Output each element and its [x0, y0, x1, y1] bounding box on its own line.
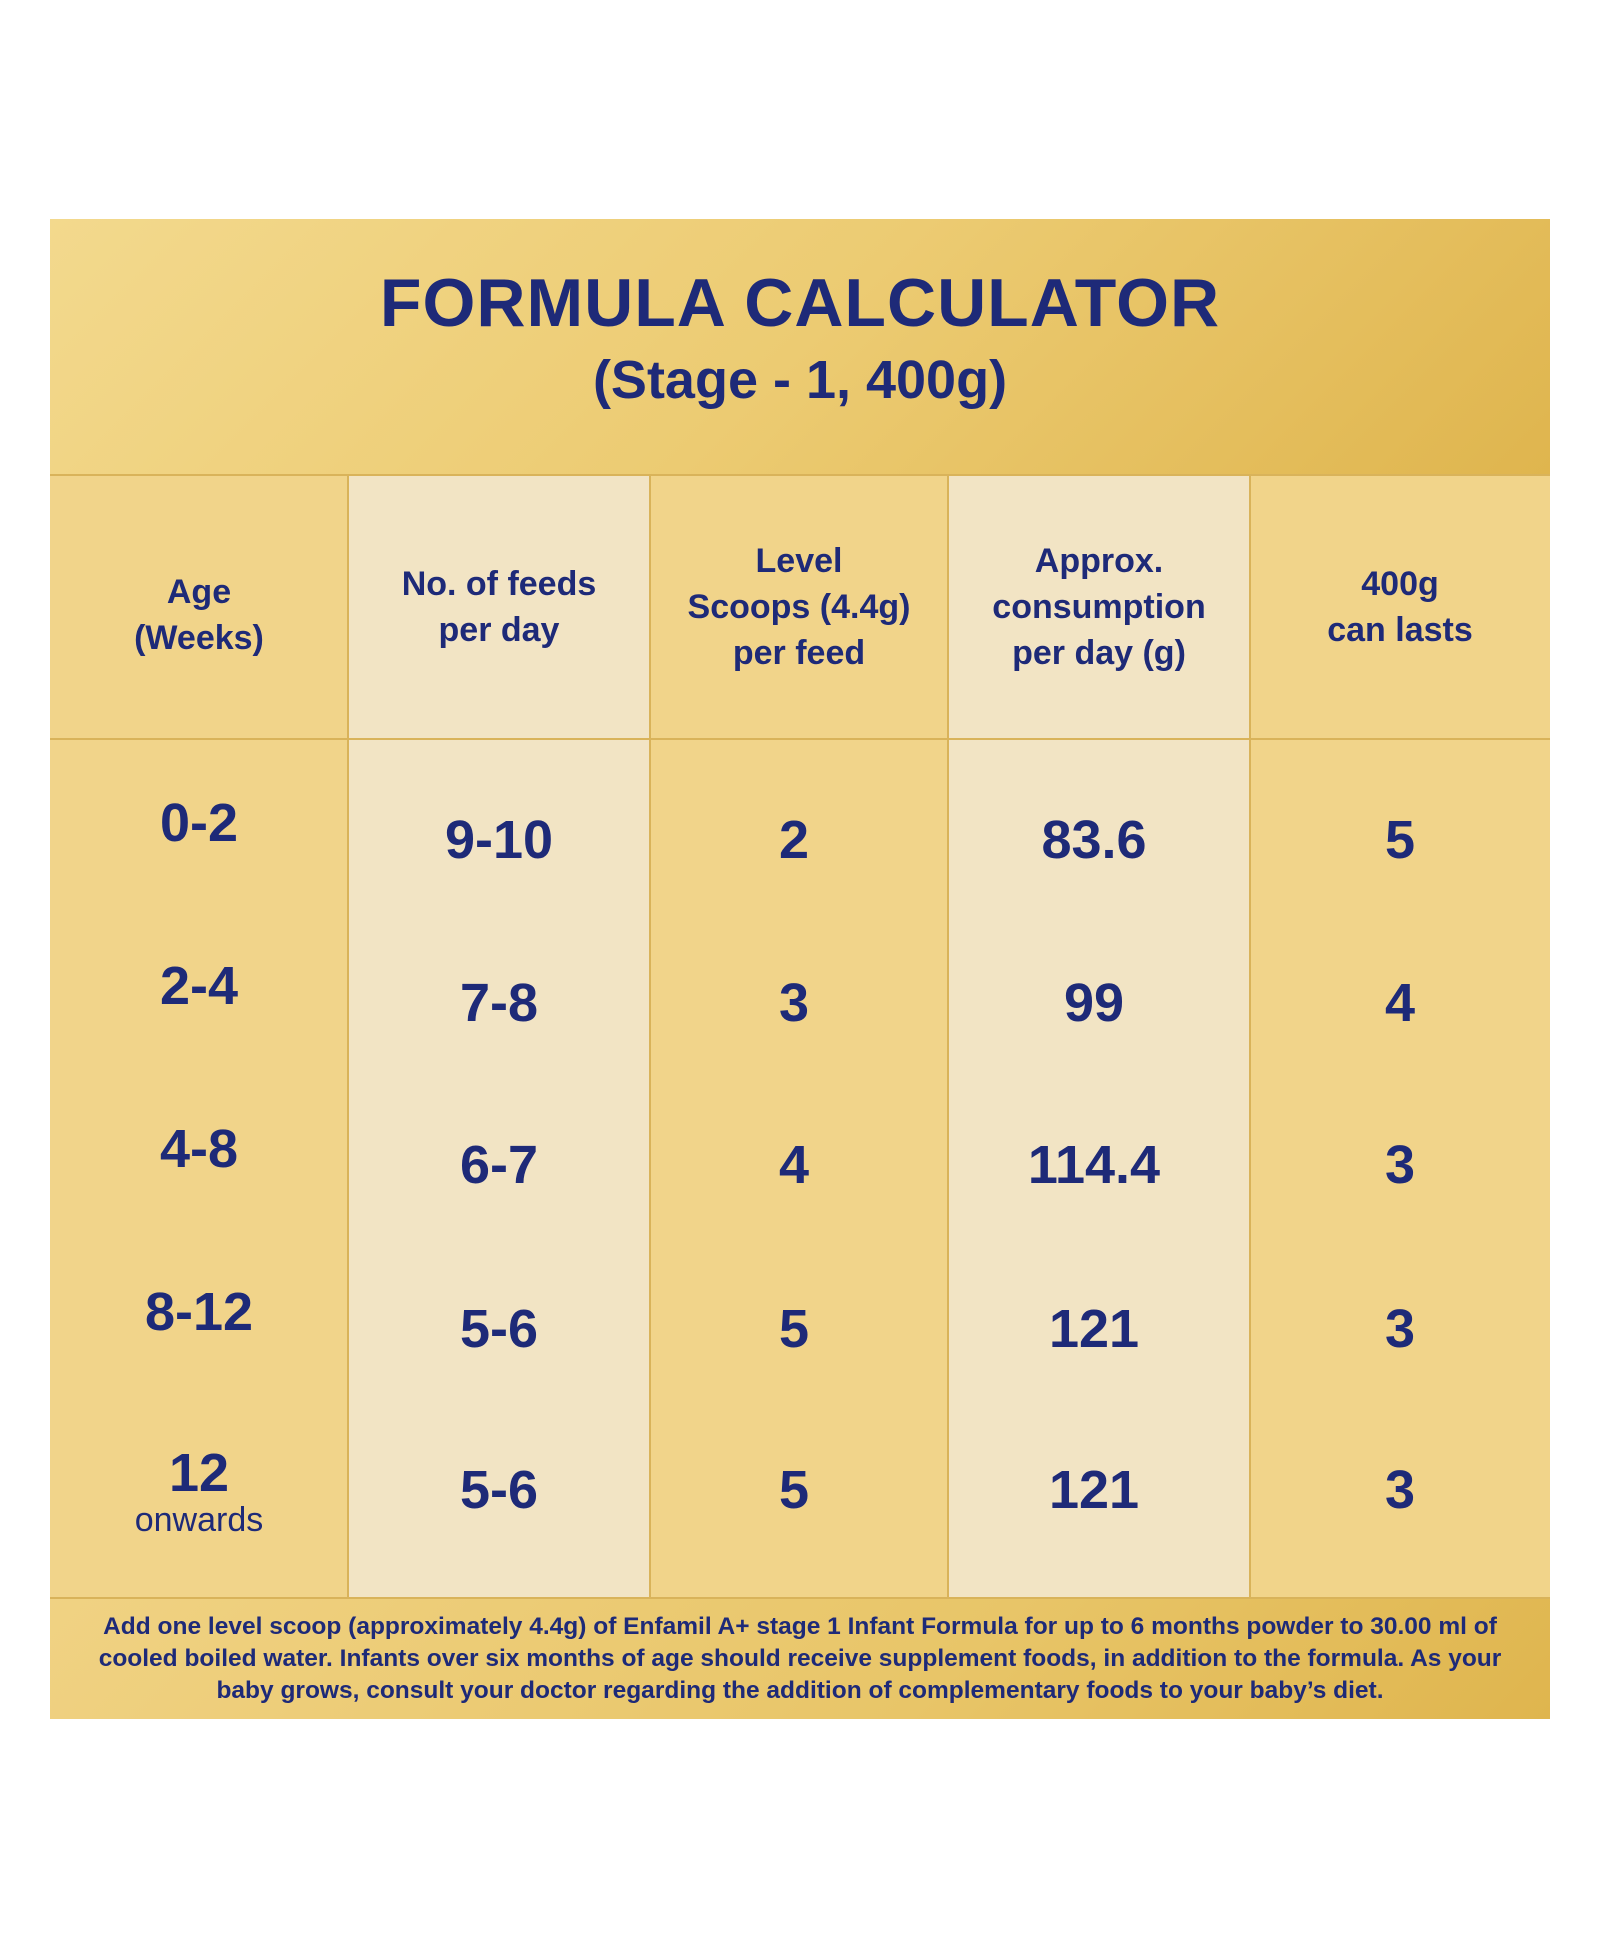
age-value: 4-8: [159, 1119, 239, 1179]
age-value: 2-4: [159, 956, 239, 1016]
footer-note: Add one level scoop (approximately 4.4g) of Enfamil A+ stage 1 Infant Formula for up to 6 months powder to 30.00 ml of cooled boiled water. Infants over six months of age should receive supplement foods, in addition to the formula. As your baby grows, consult your doctor regarding the addition of complementary foods to your baby’s diet.: [98, 1613, 1502, 1704]
page-title: FORMULA CALCULATOR: [379, 265, 1221, 341]
table-cell-lasts: 3: [1384, 1460, 1416, 1520]
table-cell-scoops: 2: [778, 810, 810, 870]
footer-note-box: [50, 1599, 1550, 1719]
table-cell-consumption: 121: [1048, 1460, 1140, 1520]
table-cell-consumption: 114.4: [1027, 1135, 1161, 1195]
table-cell-lasts: 3: [1384, 1135, 1416, 1195]
table-row-age: [50, 1444, 348, 1538]
table-cell-scoops: 5: [778, 1460, 810, 1520]
table-row-age: [50, 955, 348, 1017]
table-row-age: [50, 1118, 348, 1180]
table-cell-lasts: 3: [1384, 1299, 1416, 1359]
table-cell-lasts: 4: [1384, 973, 1416, 1033]
age-value: 8-12: [144, 1282, 254, 1342]
age-suffix: onwards: [134, 1501, 264, 1539]
table-cell-consumption: 99: [1063, 973, 1125, 1033]
age-value: 0-2: [159, 793, 239, 853]
table-cell-consumption: 121: [1048, 1299, 1140, 1359]
table-row-age: [50, 1281, 348, 1343]
table-cell-feeds: 5-6: [459, 1299, 539, 1359]
table-cell-scoops: 3: [778, 973, 810, 1033]
table-cell-feeds: 9-10: [444, 810, 554, 870]
page-subtitle: (Stage - 1, 400g): [592, 350, 1008, 410]
table-cell-scoops: 4: [778, 1135, 810, 1195]
column-header-lasts: 400g can lasts: [1327, 564, 1473, 649]
age-value: 12: [168, 1443, 230, 1503]
column-header-age: Age (Weeks): [134, 572, 264, 657]
table-row-age: [50, 792, 348, 854]
formula-table: [50, 474, 1550, 1599]
table-cell-feeds: 7-8: [459, 973, 539, 1033]
table-cell-feeds: 5-6: [459, 1460, 539, 1520]
header-banner: [50, 219, 1550, 474]
column-header-feeds: No. of feeds per day: [401, 564, 597, 649]
table-cell-scoops: 5: [778, 1299, 810, 1359]
table-cell-feeds: 6-7: [459, 1135, 539, 1195]
column-header-scoops: Level Scoops (4.4g) per feed: [687, 541, 911, 672]
column-header-consumption: Approx. consumption per day (g): [992, 541, 1206, 672]
table-cell-consumption: 83.6: [1041, 810, 1147, 870]
formula-calculator-card: [50, 219, 1550, 1719]
table-cell-lasts: 5: [1384, 810, 1416, 870]
